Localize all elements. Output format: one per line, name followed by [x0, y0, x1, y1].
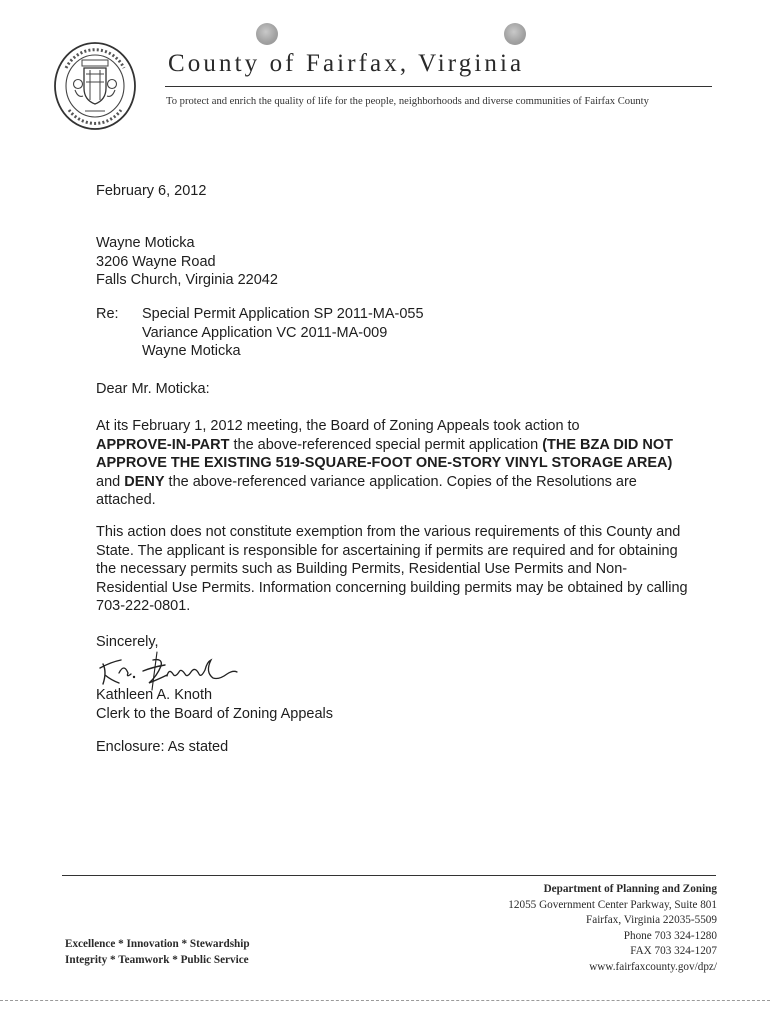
- paragraph-text: the above-referenced variance application. Copies of the Resolutions are attached.: [96, 473, 637, 508]
- deny-text: DENY: [124, 473, 165, 490]
- punch-hole: [256, 23, 278, 45]
- recipient-address: [96, 234, 278, 290]
- letter-date: February 6, 2012: [96, 183, 207, 199]
- county-tagline: To protect and enrich the quality of life for the people, neighborhoods and diverse communities of Fairfax County: [166, 96, 649, 107]
- department-city: Fairfax, Virginia 22035-5509: [586, 914, 717, 927]
- department-name: Department of Planning and Zoning: [543, 883, 717, 895]
- department-fax: FAX 703 324-1207: [630, 945, 717, 958]
- subject-line: Variance Application VC 2011-MA-009: [142, 324, 388, 341]
- subject-line: Wayne Moticka: [142, 343, 241, 359]
- county-title: County of Fairfax, Virginia: [168, 50, 525, 77]
- paragraph-text: At its February 1, 2012 meeting, the Board of Zoning Appeals took action to: [96, 418, 580, 434]
- department-phone: Phone 703 324-1280: [623, 929, 717, 942]
- paragraph-text: the above-referenced special permit application: [229, 436, 543, 453]
- header-divider: [165, 86, 712, 87]
- county-seal-logo: [52, 40, 138, 132]
- punch-hole: [504, 23, 526, 45]
- footer-divider: [62, 875, 716, 876]
- subject-line: Special Permit Application SP 2011-MA-055: [142, 306, 424, 322]
- enclosure-line: Enclosure: As stated: [96, 739, 229, 755]
- recipient-city: Falls Church, Virginia 22042: [96, 272, 278, 288]
- approve-in-part-text: APPROVE-IN-PART: [96, 436, 230, 453]
- bza-condition-text: (THE BZA DID NOT APPROVE THE EXISTING 519-SQUARE-FOOT ONE-STORY VINYL STORAGE AREA): [96, 436, 673, 471]
- closing: Sincerely,: [96, 634, 159, 650]
- recipient-street: 3206 Wayne Road: [96, 253, 216, 270]
- motto-line: Integrity * Teamwork * Public Service: [65, 953, 249, 966]
- department-address: 12055 Government Center Parkway, Suite 801: [508, 898, 717, 911]
- signer-title: Clerk to the Board of Zoning Appeals: [96, 705, 333, 722]
- signer-block: [96, 686, 333, 723]
- department-website: www.fairfaxcounty.gov/dpz/: [589, 960, 717, 973]
- department-contact-block: [508, 882, 717, 976]
- subject-label: Re:: [96, 306, 119, 322]
- recipient-name: Wayne Moticka: [96, 235, 195, 251]
- signer-name: Kathleen A. Knoth: [96, 687, 213, 703]
- paragraph-text: and: [96, 473, 125, 490]
- salutation: Dear Mr. Moticka:: [96, 381, 210, 397]
- exemption-paragraph: This action does not constitute exemption from the various requirements of this County and State. The applicant is responsible for ascertaining if permits are required and for obtaining the necessary permits such as Building Permits, Residential Use Permits and Non-Residential Use Permits. Information concerning building permits may be obtained by calling 703-222-0801.: [96, 524, 688, 614]
- decision-paragraph: [96, 417, 696, 510]
- scan-edge-line: [0, 1000, 770, 1001]
- motto-line: Excellence * Innovation * Stewardship: [65, 938, 250, 950]
- county-motto: [65, 937, 250, 968]
